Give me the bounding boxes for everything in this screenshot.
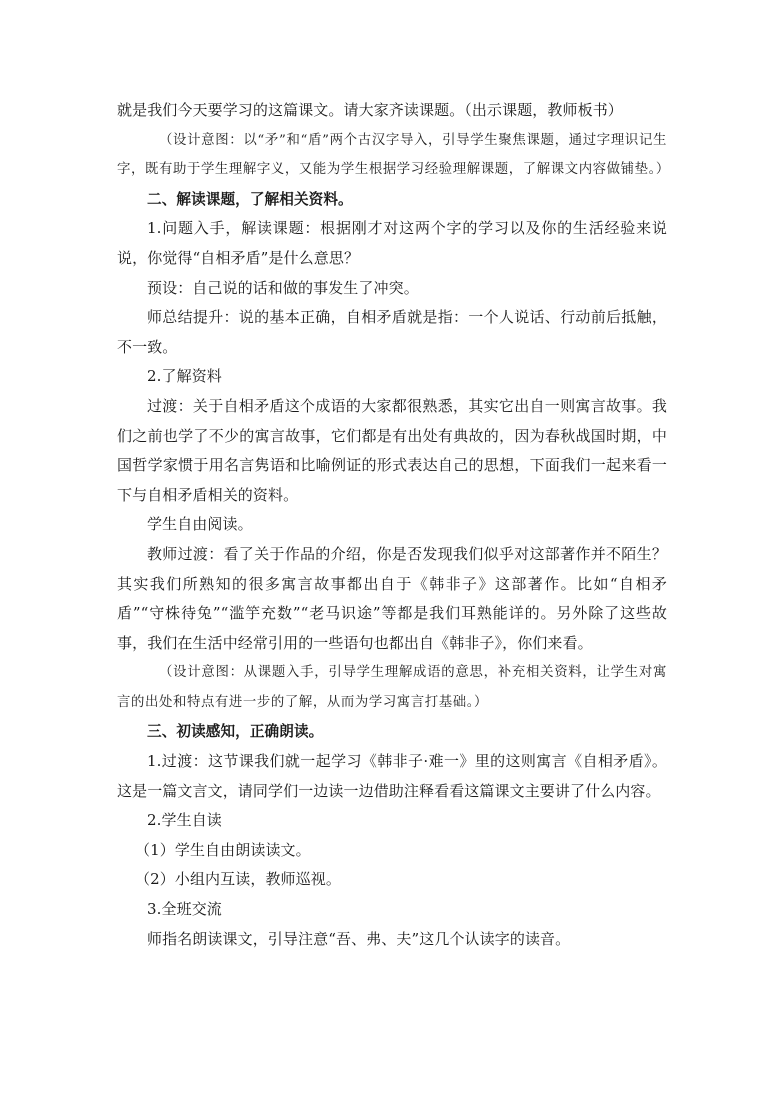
section-heading-2: 二、解读课题，了解相关资料。 [147,190,353,208]
paragraph-intro: 就是我们今天要学习的这篇课文。请大家齐读课题。（出示课题，教师板书） [117,101,623,119]
design-intent-note: （设计意图：以“矛”和“盾”两个古汉字导入，引导学生聚焦课题，通过字理识记生字，既有助于学生理解字义，又能为学生根据学习经验理解课题，了解课文内容做铺垫。） [117,132,670,178]
design-intent-note-2: （设计意图：从课题入手，引导学生理解成语的意思，补充相关资料，让学生对寓言的出处和特点有进一步的了解，从而为学习寓言打基础。） [117,665,667,710]
paragraph-question: 1.问题入手，解读课题：根据刚才对这两个字的学习以及你的生活经验来说说，你觉得“自相矛盾”是什么意思？ [117,219,667,267]
list-item-2: （2）小组内互读，教师巡视。 [135,870,341,889]
document-page [117,96,670,954]
list-item-1: （1）学生自由朗读读文。 [135,840,311,859]
paragraph-class-exchange: 3.全班交流 [147,900,222,919]
paragraph-teacher-summary: 师总结提升：说的基本正确，自相矛盾就是指：一个人说话、行动前后抵触，不一致。 [117,308,667,356]
paragraph-preset: 预设：自己说的话和做的事发生了冲突。 [147,278,419,297]
paragraph-read-aloud: 师指名朗读课文，引导注意“吾、弗、夫”这几个认读字的读音。 [147,929,571,948]
paragraph-understand-materials: 2.了解资料 [147,367,222,386]
paragraph-lesson-transition: 1.过渡：这节课我们就一起学习《韩非子·难一》里的这则寓言《自相矛盾》。这是一篇文言文，请同学们一边读一边借助注释看看这篇课文主要讲了什么内容。 [117,752,667,800]
paragraph-teacher-transition: 教师过渡：看了关于作品的介绍，你是否发现我们似乎对这部著作并不陌生？其实我们所熟知的很多寓言故事都出自于《韩非子》这部著作。比如“自相矛盾”“守株待兔”“滥竽充数”“老马识途”等都是我们耳熟能详的。另外除了这些故事，我们在生活中经常引用的一些语句也都出自《韩非子》，你们来看。 [117,544,667,652]
paragraph-transition: 过渡：关于自相矛盾这个成语的大家都很熟悉，其实它出自一则寓言故事。我们之前也学了不少的寓言故事，它们都是有出处有典故的，因为春秋战国时期，中国哲学家惯于用名言隽语和比喻例证的形式表达自己的思想，下面我们一起来看一下与自相矛盾相关的资料。 [117,396,667,504]
paragraph-student-reading: 学生自由阅读。 [147,515,253,534]
section-heading-3: 三、初读感知，正确朗读。 [147,723,324,741]
paragraph-self-reading: 2.学生自读 [147,811,222,830]
